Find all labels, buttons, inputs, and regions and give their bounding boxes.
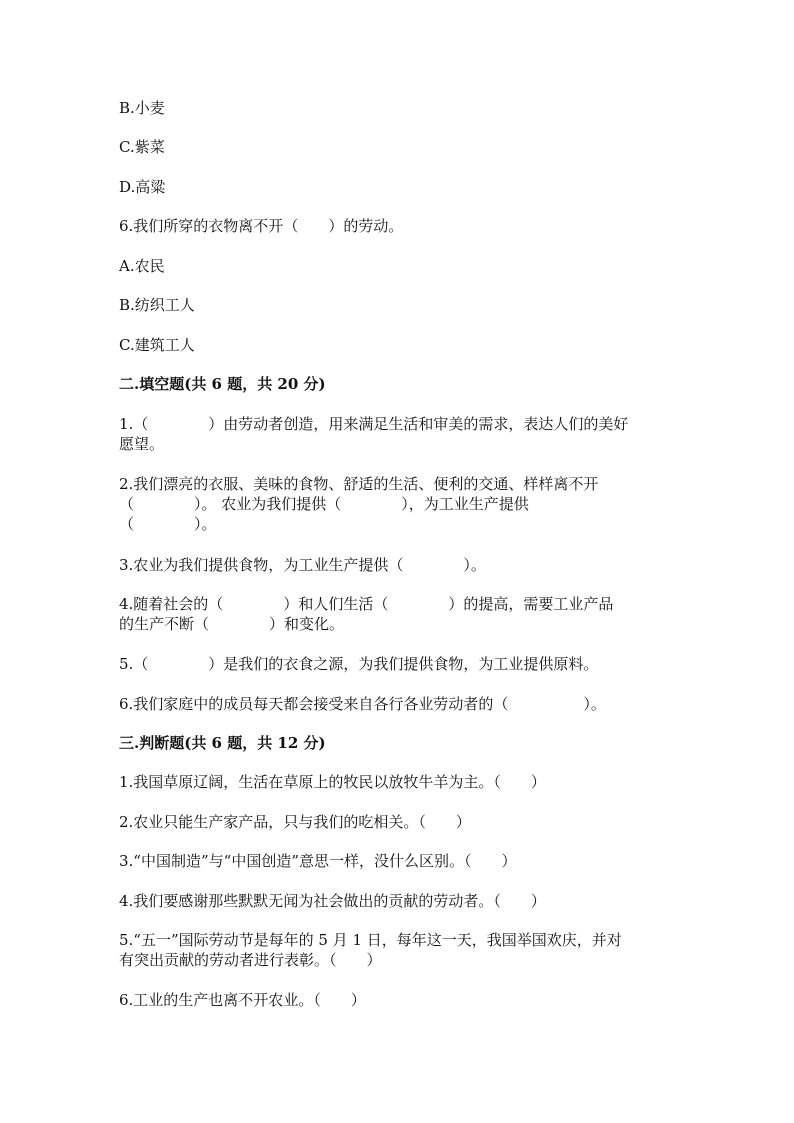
fill-q1-line2: 愿望。 <box>119 435 165 453</box>
judge-q5-line1: 5.“五一”国际劳动节是每年的 5 月 1 日，每年这一天，我国举国欢庆，并对 <box>119 931 622 949</box>
section2-title: 二.填空题(共 6 题，共 20 分) <box>119 375 326 393</box>
q5-option-d: D.高粱 <box>119 178 166 196</box>
judge-q5-line2: 有突出贡献的劳动者进行表彰。（ ） <box>119 951 382 969</box>
section3-title: 三.判断题(共 6 题，共 12 分) <box>119 734 326 752</box>
fill-q2-line2: （ ）。 农业为我们提供（ ），为工业生产提供 <box>119 495 529 513</box>
fill-q2-line1: 2.我们漂亮的衣服、美味的食物、舒适的生活、便利的交通、样样离不开 <box>119 475 599 493</box>
q6-stem: 6.我们所穿的衣物离不开（ ）的劳动。 <box>119 217 404 235</box>
fill-q1-line1: 1.（ ）由劳动者创造，用来满足生活和审美的需求，表达人们的美好 <box>119 415 629 433</box>
q6-option-b: B.纺织工人 <box>119 296 195 314</box>
judge-q4: 4.我们要感谢那些默默无闻为社会做出的贡献的劳动者。（ ） <box>119 892 546 910</box>
fill-q5: 5.（ ）是我们的衣食之源，为我们提供食物，为工业提供原料。 <box>119 655 599 673</box>
fill-q4-line2: 的生产不断（ ）和变化。 <box>119 615 345 633</box>
q6-option-c: C.建筑工人 <box>119 336 195 354</box>
fill-q2-line3: （ ）。 <box>119 515 217 533</box>
q6-option-a: A.农民 <box>119 257 165 275</box>
judge-q3: 3.“中国制造”与“中国创造”意思一样，没什么区别。（ ） <box>119 852 517 870</box>
judge-q2: 2.农业只能生产家产品，只与我们的吃相关。（ ） <box>119 813 471 831</box>
q5-option-c: C.紫菜 <box>119 138 165 156</box>
judge-q1: 1.我国草原辽阔，生活在草原上的牧民以放牧牛羊为主。（ ） <box>119 773 546 791</box>
fill-q3: 3.农业为我们提供食物，为工业生产提供（ ）。 <box>119 556 486 574</box>
fill-q4-line1: 4.随着社会的（ ）和人们生活（ ）的提高，需要工业产品 <box>119 595 614 613</box>
fill-q6: 6.我们家庭中的成员每天都会接受来自各行各业劳动者的（ ）。 <box>119 695 606 713</box>
judge-q6: 6.工业的生产也离不开农业。（ ） <box>119 991 366 1009</box>
q5-option-b: B.小麦 <box>119 99 165 117</box>
